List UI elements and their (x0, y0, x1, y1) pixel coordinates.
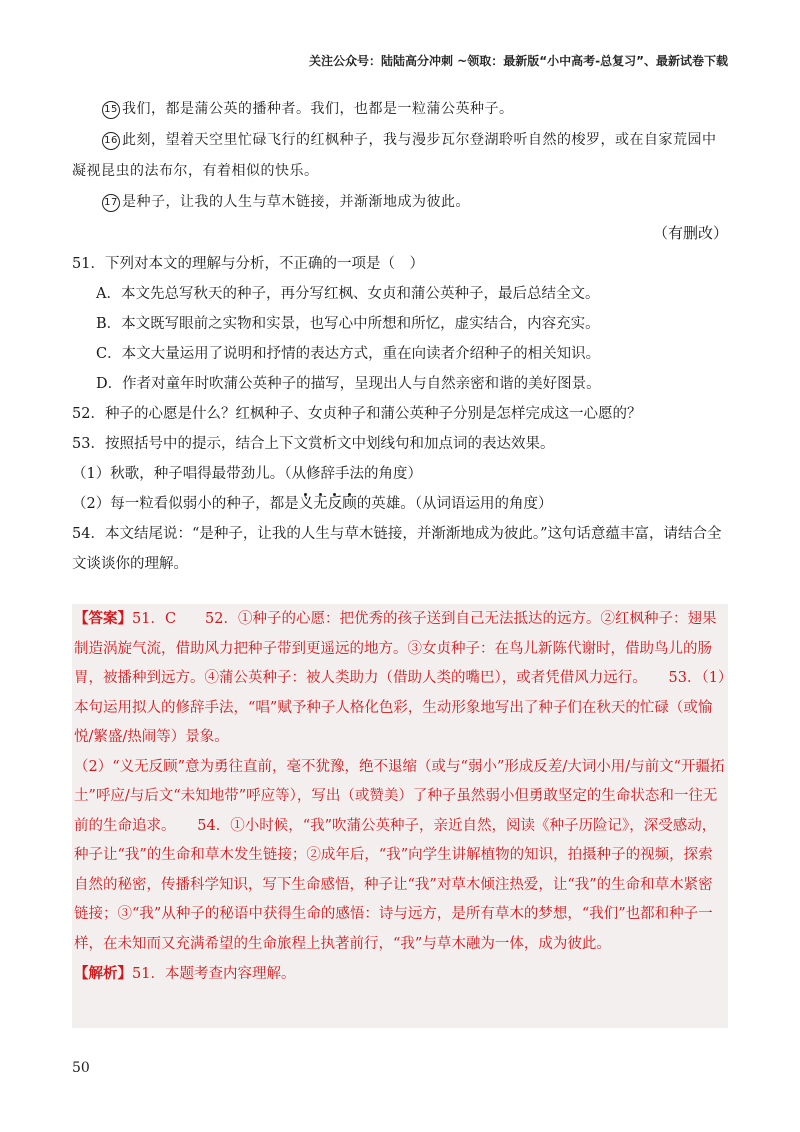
question-51-option-c: C．本文大量运用了说明和抒情的表达方式，重在向读者介绍种子的相关知识。 (96, 346, 601, 362)
answer-text-1: 51．C 52．①种子的心愿：把优秀的孩子送到自己无法抵达的远方。②红枫种子：翅果制造涡旋气流，借助风力把种子带到更遥远的地方。③女贞种子：在鸟儿新陈代谢时，借助鸟儿的肠胃，被播种到远方。④蒲公英种子：被人类助力（借助人类的嘴巴），或者凭借风力远行。 53．（1）本句运用拟人的修辞手法，“唱”赋予种子人格化色彩，生动形象地写出了种子们在秋天的忙碌（或愉悦/繁盛/热闹等）景象。 (74, 611, 726, 745)
dotted-char: 义 (298, 496, 314, 512)
sub2-after: 的英雄。（从词语运用的角度） (356, 496, 553, 512)
answer-section (72, 604, 728, 1028)
sub2-before: （2）每一粒看似弱小的种子，都是 (72, 496, 299, 512)
question-51-option-d: D．作者对童年时吹蒲公英种子的描写，呈现出人与自然亲密和谐的美好图景。 (96, 376, 601, 392)
question-52: 52．种子的心愿是什么？红枫种子、女贞种子和蒲公英种子分别是怎样完成这一心愿的？ (72, 406, 642, 422)
dotted-char: 顾 (342, 496, 357, 512)
passage-paragraph-15 (72, 94, 728, 125)
paragraph-text: 我们，都是蒲公英的播种者。我们，也都是一粒蒲公英种子。 (122, 101, 514, 117)
source-note: （有删改） (652, 224, 728, 242)
analysis-text: 51．本题考查内容理解。 (132, 966, 296, 982)
question-51-option-b: B．本文既写眼前之实物和实景，也写心中所想和所忆，虚实结合，内容充实。 (96, 316, 600, 332)
page-header: 关注公众号：陆陆高分冲刺 ~领取：最新版“小中高考-总复习”、最新试卷下载 (309, 54, 728, 68)
passage-and-questions (72, 94, 728, 579)
paragraph-number: 15 (102, 101, 120, 119)
answer-part-1 (74, 604, 726, 753)
question-54: 54．本文结尾说：“是种子，让我的人生与草木链接，并渐渐地成为彼此。”这句话意蕴丰富，请结合全文谈谈你的理解。 (72, 526, 722, 572)
paragraph-number: 16 (102, 132, 120, 150)
question-53-sub2 (72, 489, 728, 519)
question-51-stem: 51．下列对本文的理解与分析，不正确的一项是（ ） (72, 256, 424, 272)
analysis-label: 【解析】 (74, 965, 132, 982)
paragraph-number: 17 (102, 194, 120, 212)
passage-paragraph-17 (72, 187, 728, 218)
question-53-sub1: （1）秋歌，种子唱得最带劲儿。（从修辞手法的角度） (72, 466, 422, 482)
question-51-option-a: A．本文先总写秋天的种子，再分写红枫、女贞和蒲公英种子，最后总结全文。 (96, 286, 600, 302)
dotted-char: 无 (313, 496, 328, 512)
question-53-stem: 53．按照括号中的提示，结合上下文赏析文中划线句和加点词的表达效果。 (72, 436, 555, 452)
analysis (74, 959, 726, 990)
answer-part-2: （2）“义无反顾”意为勇往直前，毫不犹豫，绝不退缩（或与“弱小”形成反差/大词小用/与前文“开疆拓土”呼应/与后文“未知地带”呼应等），写出（或赞美）了种子虽然弱小但勇敢坚定的生命状态和一往无前的生命追求。 54．①小时候，“我”吹蒲公英种子，亲近自然，阅读《种子历险记》，深受感动，种子让“我”的生命和草木发生链接；②成年后，“我”向学生讲解植物的知识，拍摄种子的视频，探索自然的秘密，传播科学知识，写下生命感悟，种子让“我”对草木倾注热爱，让“我”的生命和草木紧密链接；③“我”从种子的秘语中获得生命的感悟：诗与远方，是所有草木的梦想，“我们”也都和种子一样，在未知而又充满希望的生命旅程上执著前行，“我”与草木融为一体，成为彼此。 (74, 758, 725, 952)
paragraph-text: 此刻，望着天空里忙碌飞行的红枫种子，我与漫步瓦尔登湖聆听自然的梭罗，或在自家荒园中凝视昆虫的法布尔，有着相似的快乐。 (72, 132, 717, 179)
passage-paragraph-16 (72, 125, 728, 187)
dotted-word (299, 496, 357, 512)
page-number: 50 (72, 1060, 90, 1076)
answer-label: 【答案】 (74, 610, 132, 627)
dotted-char: 反 (327, 496, 343, 512)
paragraph-text: 是种子，让我的人生与草木链接，并渐渐地成为彼此。 (122, 194, 470, 210)
